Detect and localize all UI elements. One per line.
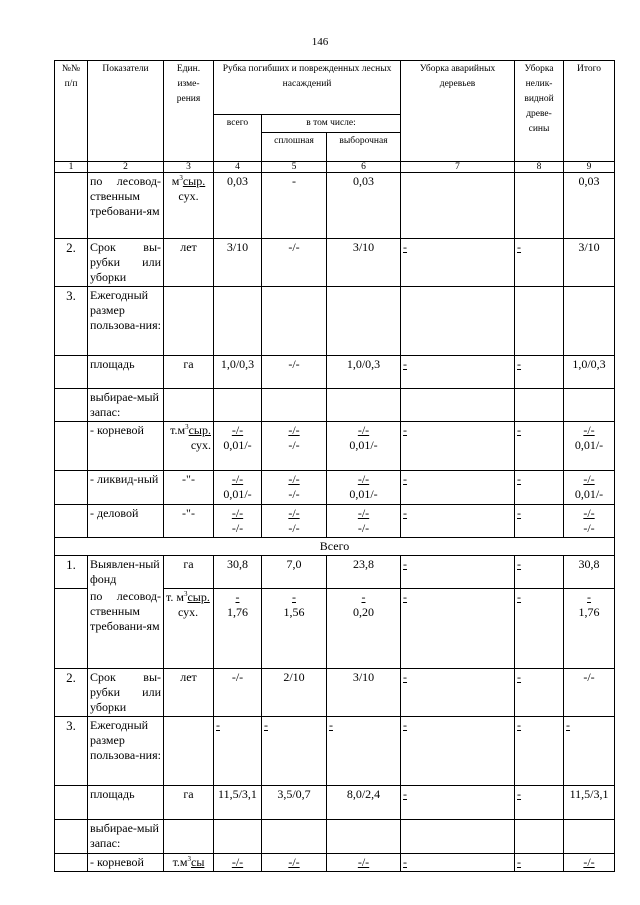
table-cell: га: [164, 356, 214, 389]
table-cell: [55, 505, 88, 538]
table-cell: -"-: [164, 471, 214, 505]
table-cell: 1,0/0,3: [327, 356, 401, 389]
table-cell: 3,5/0,7: [262, 785, 327, 819]
table-row: [55, 239, 615, 287]
table-cell: [401, 819, 515, 853]
table-cell: -/- 0,01/-: [327, 471, 401, 505]
table-cell: -: [515, 505, 564, 538]
table-cell: [55, 853, 88, 871]
table-cell: лет: [164, 239, 214, 287]
table-cell: 3.: [55, 287, 88, 356]
table-cell: га: [164, 556, 214, 589]
table-cell: [401, 173, 515, 239]
table-cell: -: [327, 716, 401, 785]
table-cell: [214, 819, 262, 853]
table-cell: [55, 389, 88, 422]
table-cell: -: [401, 556, 515, 589]
column-numbers-row: [55, 162, 615, 173]
column-number: 5: [262, 162, 327, 173]
table-cell: - корневой: [88, 853, 164, 871]
table-cell: - ликвид-ный: [88, 471, 164, 505]
table-cell: -/- -/-: [564, 505, 615, 538]
table-cell: площадь: [88, 356, 164, 389]
table-row: [55, 471, 615, 505]
table-cell: 3/10: [327, 668, 401, 716]
header-indicators: Показатели: [88, 61, 164, 162]
table-row: [55, 853, 615, 871]
table-cell: 11,5/3,1: [214, 785, 262, 819]
table-row: [55, 505, 615, 538]
table-cell: [164, 819, 214, 853]
table-cell: -: [515, 785, 564, 819]
table-cell: 30,8: [214, 556, 262, 589]
header-number: №№ п/п: [55, 61, 88, 162]
table-cell: -: [262, 173, 327, 239]
column-number: 6: [327, 162, 401, 173]
table-cell: выбирае-мый запас:: [88, 389, 164, 422]
table-cell: -/-: [214, 853, 262, 871]
table-cell: [564, 287, 615, 356]
table-cell: - 1,76: [214, 588, 262, 668]
header-unit: Един. изме-рения: [164, 61, 214, 162]
table-cell: [515, 819, 564, 853]
table-cell: 30,8: [564, 556, 615, 589]
table-cell: -: [401, 716, 515, 785]
table-cell: -: [401, 239, 515, 287]
table-cell: -: [515, 668, 564, 716]
table-row: [55, 785, 615, 819]
table-cell: -/- -/-: [262, 471, 327, 505]
table-cell: [262, 819, 327, 853]
table-cell: [164, 287, 214, 356]
table-cell: - 1,56: [262, 588, 327, 668]
column-number: 9: [564, 162, 615, 173]
table-cell: -: [262, 716, 327, 785]
table-cell: [564, 389, 615, 422]
table-cell: -/-: [262, 239, 327, 287]
table-cell: -: [401, 668, 515, 716]
table-cell: 3/10: [564, 239, 615, 287]
table-cell: [55, 173, 88, 239]
table-cell: 2.: [55, 239, 88, 287]
table-cell: -/- -/-: [262, 505, 327, 538]
table-cell: -: [564, 716, 615, 785]
page-number: 146: [311, 36, 329, 48]
table-cell: $м^3сыр$. сух.: [164, 173, 214, 239]
table-cell: -/-: [262, 853, 327, 871]
table-cell: -: [515, 422, 564, 471]
table-cell: 0,03: [564, 173, 615, 239]
table-cell: [55, 471, 88, 505]
table-cell: [515, 173, 564, 239]
table-cell: 23,8: [327, 556, 401, 589]
table-cell: Ежегодный размер пользова-ния:: [88, 716, 164, 785]
table-cell: -/-: [214, 668, 262, 716]
table-cell: [214, 287, 262, 356]
table-row: [55, 287, 615, 356]
header-all: всего: [214, 115, 262, 162]
table-cell: -: [515, 588, 564, 668]
table-cell: -/- 0,01/-: [564, 422, 615, 471]
section-row: [55, 538, 615, 556]
table-cell: -: [515, 239, 564, 287]
table-cell: Ежегодный размер пользова-ния:: [88, 287, 164, 356]
table-cell: [564, 819, 615, 853]
table-row: [55, 716, 615, 785]
table-cell: [262, 287, 327, 356]
table-cell: -/- 0,01/-: [564, 471, 615, 505]
table-cell: 8,0/2,4: [327, 785, 401, 819]
table-cell: [327, 389, 401, 422]
table-cell: 2/10: [262, 668, 327, 716]
table-cell: [164, 716, 214, 785]
table-cell: Срок вы-рубки или уборки: [88, 668, 164, 716]
table-row: [55, 173, 615, 239]
table-cell: - 1,76: [564, 588, 615, 668]
table-cell: [164, 389, 214, 422]
table-cell: по лесовод-ственным требовани-ям: [88, 588, 164, 668]
table-row: [55, 556, 615, 589]
table-cell: -: [401, 356, 515, 389]
table-cell: выбирае-мый запас:: [88, 819, 164, 853]
table-cell: -/-: [262, 356, 327, 389]
table-cell: лет: [164, 668, 214, 716]
table-cell: -/-: [327, 853, 401, 871]
table-cell: [55, 785, 88, 819]
table-cell: -: [401, 853, 515, 871]
table-cell: -: [401, 588, 515, 668]
table-cell: -: [515, 356, 564, 389]
table-cell: -: [401, 505, 515, 538]
table-cell: $т.м^3сыр$. сух.: [164, 422, 214, 471]
header-including: в том числе:: [262, 115, 401, 133]
table-cell: -: [401, 785, 515, 819]
table-cell: - 0,20: [327, 588, 401, 668]
table-cell: 2.: [55, 668, 88, 716]
table-cell: [515, 287, 564, 356]
forest-use-table: [54, 60, 615, 872]
table-cell: [55, 588, 88, 668]
table-cell: -"-: [164, 505, 214, 538]
table-cell: [214, 389, 262, 422]
table-cell: -: [401, 422, 515, 471]
section-title-all: Всего: [55, 538, 615, 556]
table-cell: - деловой: [88, 505, 164, 538]
table-cell: [55, 356, 88, 389]
column-number: 7: [401, 162, 515, 173]
table-cell: 3/10: [214, 239, 262, 287]
column-number: 2: [88, 162, 164, 173]
header-total: Итого: [564, 61, 615, 162]
table-cell: [401, 389, 515, 422]
table-cell: площадь: [88, 785, 164, 819]
table-cell: 3/10: [327, 239, 401, 287]
column-number: 3: [164, 162, 214, 173]
table-cell: -/-: [564, 668, 615, 716]
table-cell: [515, 389, 564, 422]
table-row: [55, 356, 615, 389]
table-row: [55, 588, 615, 668]
header-illiquid-wood: Уборка нелик-видной древе-сины: [515, 61, 564, 162]
table-cell: 1.: [55, 556, 88, 589]
table-cell: [55, 819, 88, 853]
table-cell: Выявлен-ный фонд: [88, 556, 164, 589]
table-cell: 0,03: [327, 173, 401, 239]
table-cell: -/- -/-: [327, 505, 401, 538]
table-cell: [327, 819, 401, 853]
table-row: [55, 422, 615, 471]
table-cell: -: [214, 716, 262, 785]
table-cell: [55, 422, 88, 471]
header-emergency-trees: Уборка аварийных деревьев: [401, 61, 515, 162]
header-clear: сплошная: [262, 133, 327, 162]
table-cell: га: [164, 785, 214, 819]
table-cell: -/- -/-: [262, 422, 327, 471]
column-number: 1: [55, 162, 88, 173]
table-cell: -: [401, 471, 515, 505]
table-cell: 0,03: [214, 173, 262, 239]
table-cell: -: [515, 556, 564, 589]
table-cell: Срок вы-рубки или уборки: [88, 239, 164, 287]
table-cell: -/-: [564, 853, 615, 871]
table-cell: 11,5/3,1: [564, 785, 615, 819]
table-cell: т. $м^3сыр$. сух.: [164, 588, 214, 668]
table-cell: -/- 0,01/-: [327, 422, 401, 471]
table-row: [55, 668, 615, 716]
table-cell: 3.: [55, 716, 88, 785]
table-cell: [327, 287, 401, 356]
column-number: 4: [214, 162, 262, 173]
table-row: [55, 389, 615, 422]
table-cell: $т.м^3сы$: [164, 853, 214, 871]
table-cell: [262, 389, 327, 422]
table-cell: по лесовод-ственным требовани-ям: [88, 173, 164, 239]
header-felling-group: Рубка погибших и поврежденных лесных насаждений: [214, 61, 401, 115]
table-cell: -/- 0,01/-: [214, 471, 262, 505]
table-cell: - корневой: [88, 422, 164, 471]
column-number: 8: [515, 162, 564, 173]
table-cell: -/- 0,01/-: [214, 422, 262, 471]
table-cell: -/- -/-: [214, 505, 262, 538]
table-cell: 1,0/0,3: [564, 356, 615, 389]
table-cell: -: [515, 853, 564, 871]
table-cell: 7,0: [262, 556, 327, 589]
table-row: [55, 819, 615, 853]
table-cell: -: [515, 716, 564, 785]
table-cell: 1,0/0,3: [214, 356, 262, 389]
header-selective: выборочная: [327, 133, 401, 162]
table-cell: -: [515, 471, 564, 505]
table-cell: [401, 287, 515, 356]
